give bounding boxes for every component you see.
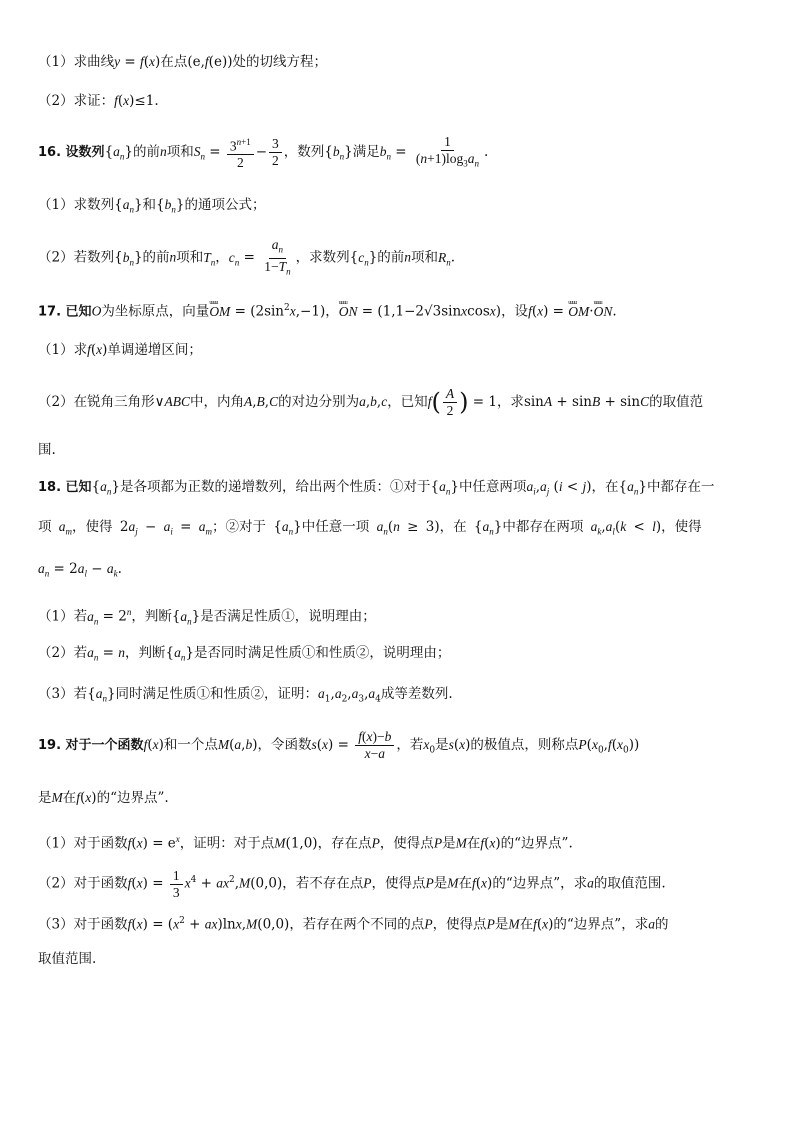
q18-part1-text-c: 是否满足性质①，说明理由；	[200, 608, 376, 625]
q17-part2-text-c: 的对边分别为	[278, 394, 360, 410]
q17-part2-text-f: 的取值范	[649, 394, 704, 410]
q18-part3-text-b: 同时满足性质①和性质②，证明：	[115, 686, 319, 702]
q18-stem-line2: 项 $a_m$，使得 $2a_j - a_i = a_m$；②对于 $\{a_n\}$中任意一项 $a_n(n \ge 3)$，在 $\{a_n\}$中都存在两项 $a_k,a_l(k < l)$，使得	[38, 519, 702, 537]
q18-stem-line3: $a_n = 2a_l - a_k$.	[38, 561, 122, 579]
q16-number: 16. 设数列	[38, 145, 105, 160]
q19-part2: （2）对于函数f(x) = $\frac{1}{3}$ $x^4 + ax^2,M(0,0)$，若不存在点P，使得点P是M在f(x)的“边界点”，求a的取值范围.	[38, 867, 666, 900]
q19-part1-text-b: ，证明：对于点	[179, 835, 275, 852]
q18-stem: 18. 已知$\{a_n\}$是各项都为正数的递增数列，给出两个性质：①对于$\{a_n\}$中任意两项$a_i,a_j$ (i < j)，在$\{a_n\}$中都存在一	[38, 479, 715, 497]
q16-part2-text-e: 的前	[377, 249, 405, 266]
q19-part3-text-e: 在	[519, 916, 534, 933]
q19-part3-text-f: 的“边界点”，求	[553, 916, 649, 933]
q18-text-l2f: 中都存在两项	[502, 519, 584, 535]
q19-text-3: ，若	[396, 737, 424, 753]
q16-part1-text: （1）求数列	[38, 197, 115, 213]
q18-part2-text-c: 是否同时满足性质①和性质②，说明理由；	[193, 645, 451, 661]
q19-part2-text-d: 是	[433, 875, 448, 892]
q17-frac: $\frac{A}{2}$	[443, 386, 457, 419]
q16-part2: （2）若数列$\{b_n\}$的前n项和$T_n$，$c_n$ = $\frac{a_n}{1-T_n}$ ，求数列$\{c_n\}$的前n项和$R_n$.	[38, 237, 764, 281]
q19-part2-text-f: 的“边界点”，求	[492, 875, 588, 892]
q19-text-1: 和一个点	[163, 737, 218, 753]
q17-part1: （1）求f(x)单调递增区间；	[38, 342, 202, 358]
q16-part2-text-c: 项和	[176, 249, 204, 266]
q16-text-2: 项和	[166, 144, 194, 160]
q19-part3: （3）对于函数$f(x) = (x^2 + ax)\ln x,M(0,0)$，若存在两个不同的点P，使得点P是M在f(x)的“边界点”，求a的	[38, 916, 669, 933]
q18-text-3: ，在	[591, 479, 619, 495]
q16-frac-1: $\frac{3^{n+1}}{2}$	[227, 134, 254, 172]
q16-part2-text-d: ，求数列	[295, 249, 350, 266]
q19-number: 19. 对于一个函数	[38, 738, 144, 753]
q16-part2-text-b: 的前	[142, 249, 170, 266]
q19-part3-text-b: ，若存在两个不同的点	[289, 916, 425, 933]
q19-part3-cont	[38, 949, 764, 969]
q19-text-5: 的极值点，则称点	[470, 737, 579, 753]
q18-part1-text-b: ，判断	[131, 608, 172, 625]
q16-part1-text-c: 的通项公式；	[184, 197, 266, 213]
q18-part3-text: （3）若	[38, 686, 88, 702]
q15-part2-text-b: ≤1.	[134, 93, 159, 109]
q19-text-l2a: 是	[38, 790, 52, 806]
q19-part2-text-c: ，使得点	[371, 875, 426, 892]
q15-part1-text: （1）求曲线	[38, 54, 115, 70]
q16-text-4: 满足	[352, 144, 380, 160]
q17-part2-cont	[38, 440, 764, 460]
q16-part1: （1）求数列$\{a_n\}$和$\{b_n\}$的通项公式；	[38, 197, 266, 215]
q19-part1-text-e: 是	[442, 835, 456, 852]
q18-part2: （2）若$a_n = n$，判断$\{a_n\}$是否同时满足性质①和性质②，说明理由；	[38, 645, 451, 663]
q19-part2-text: （2）对于函数	[38, 875, 128, 892]
q18-part2-text-b: ，判断	[125, 645, 166, 661]
q17-part2-text-e: ，求	[496, 394, 524, 410]
q18-text-l2e: ，在	[439, 519, 467, 535]
q17-part2-text-d: ，已知	[387, 394, 428, 410]
q19-part1-text: （1）对于函数	[38, 835, 128, 852]
q17-part1-text-b: 单调递增区间；	[107, 342, 202, 358]
q17-part2: （2）在锐角三角形∨ABC中，内角A,B,C的对边分别为a,b,c，已知f( $\frac{A}{2}$ ) = 1，求sinA + sinB + sinC的取值范	[38, 386, 704, 418]
q18-text-4: 中都存在一	[646, 479, 715, 495]
q18-part2-text: （2）若	[38, 645, 88, 661]
q15-part2: （2）求证：f(x)≤1.	[38, 93, 159, 109]
q19-stem: 19. 对于一个函数f(x)和一个点M(a,b)，令函数s(x) = $\frac{f(x)-b}{x-a}$ ，若$x_0$是s(x)的极值点，则称点$P(x_0,f(x_0))$	[38, 729, 640, 761]
q19-part1-text-c: ，存在点	[317, 835, 372, 852]
q17-text-2: ，设	[501, 303, 529, 320]
q18-part1-text: （1）若	[38, 608, 88, 625]
q17-stem: 17. 已知O为坐标原点，向量uuuu OM = $(2\sin^2x,-1)$，uuuu ON = (1,1−2√3sinxcosx)，设f(x) = uuuu OM·uuuu ON.	[38, 298, 764, 323]
q17-part2-text-b: 中，内角	[189, 394, 244, 410]
q16-part2-text-f: 项和	[411, 249, 439, 266]
q18-text-l2b: ，使得	[72, 519, 113, 535]
q19-part2-text-g: 的取值范围.	[593, 875, 666, 892]
q18-text-l2g: ，使得	[661, 519, 702, 535]
q18-text-l2c: ；②对于	[212, 519, 267, 535]
q19-part3-text-c: ，使得点	[432, 916, 487, 933]
q19-text-2: ，令函数	[257, 737, 312, 753]
q16-stem: 16. 设数列$\{a_n\}$的前n项和$S_n$ = $\frac{3^{n+1}}{2}$ − $\frac{3}{2}$ ，数列$\{b_n\}$满足$b_n$ = $\frac{1}{(n+1)\log_3a_n}$ .	[38, 133, 489, 171]
q18-part3: （3）若$\{a_n\}$同时满足性质①和性质②，证明：$a_1,a_2,a_3,a_4$成等差数列.	[38, 686, 453, 705]
q19-stem-line2: 是M在f(x)的“边界点”.	[38, 790, 169, 806]
q16-frac-3: $\frac{1}{(n+1)\log_3a_n}$	[415, 133, 480, 169]
q15-part1: （1）求曲线y = f(x)在点(e,f(e))处的切线方程；	[38, 54, 327, 70]
q19-part3-text-d: 是	[494, 916, 509, 933]
q19-part1-text-g: 的“边界点”.	[500, 835, 573, 852]
q17-part1-text: （1）求	[38, 342, 88, 358]
q18-text-2: 中任意两项	[458, 479, 527, 495]
q16-part1-text-b: 和	[142, 197, 157, 213]
q17-number: 17. 已知	[38, 304, 92, 320]
q19-part2-text-b: ，若不存在点	[282, 875, 364, 892]
q16-text-3: ，数列	[283, 144, 325, 160]
q18-text-1: 是各项都为正数的递增数列，给出两个性质：①对于	[120, 479, 431, 495]
q16-frac-4: $\frac{a_n}{1-T_n}$	[264, 237, 291, 277]
q19-part1-text-d: ，使得点	[379, 835, 434, 852]
q18-number: 18. 已知	[38, 480, 92, 495]
q18-part1: （1）若$a_n = 2^n$，判断$\{a_n\}$是否满足性质①，说明理由；	[38, 607, 376, 627]
q19-part3-text: （3）对于函数	[38, 916, 128, 933]
q17-part2-text: （2）在锐角三角形	[38, 394, 155, 410]
q15-part2-text: （2）求证：	[38, 93, 115, 109]
q16-part2-text: （2）若数列	[38, 249, 115, 266]
q19-text-l2c: 的“边界点”.	[96, 790, 169, 806]
q18-text-l2d: 中任意一项	[301, 519, 370, 535]
q18-text-l2a: 项	[38, 519, 52, 535]
q19-frac-2: $\frac{1}{3}$	[170, 868, 183, 901]
q17-part2-text-g: 围.	[38, 442, 56, 458]
q19-text-4: 是	[435, 737, 449, 753]
q19-text-l2b: 在	[62, 790, 77, 806]
q19-part1: （1）对于函数$f(x) = e^x$，证明：对于点M(1,0)，存在点P，使得点P是M在f(x)的“边界点”.	[38, 834, 573, 852]
q19-frac-1: $\frac{f(x)-b}{x-a}$	[355, 729, 394, 762]
q18-part3-text-c: 成等差数列.	[380, 686, 453, 702]
q19-part3-text-g: 的	[654, 916, 669, 933]
q19-part1-text-f: 在	[466, 835, 481, 852]
q16-frac-2: $\frac{3}{2}$	[269, 136, 282, 169]
q17-text-1: 为坐标原点，向量	[101, 303, 210, 320]
q15-part1-text-c: 处的切线方程；	[232, 54, 327, 70]
q19-part2-text-e: 在	[458, 875, 472, 892]
q15-part1-text-b: 在点	[160, 54, 188, 70]
q16-text-1: 的前	[133, 144, 160, 160]
q19-part3-text-h: 取值范围.	[38, 951, 97, 967]
